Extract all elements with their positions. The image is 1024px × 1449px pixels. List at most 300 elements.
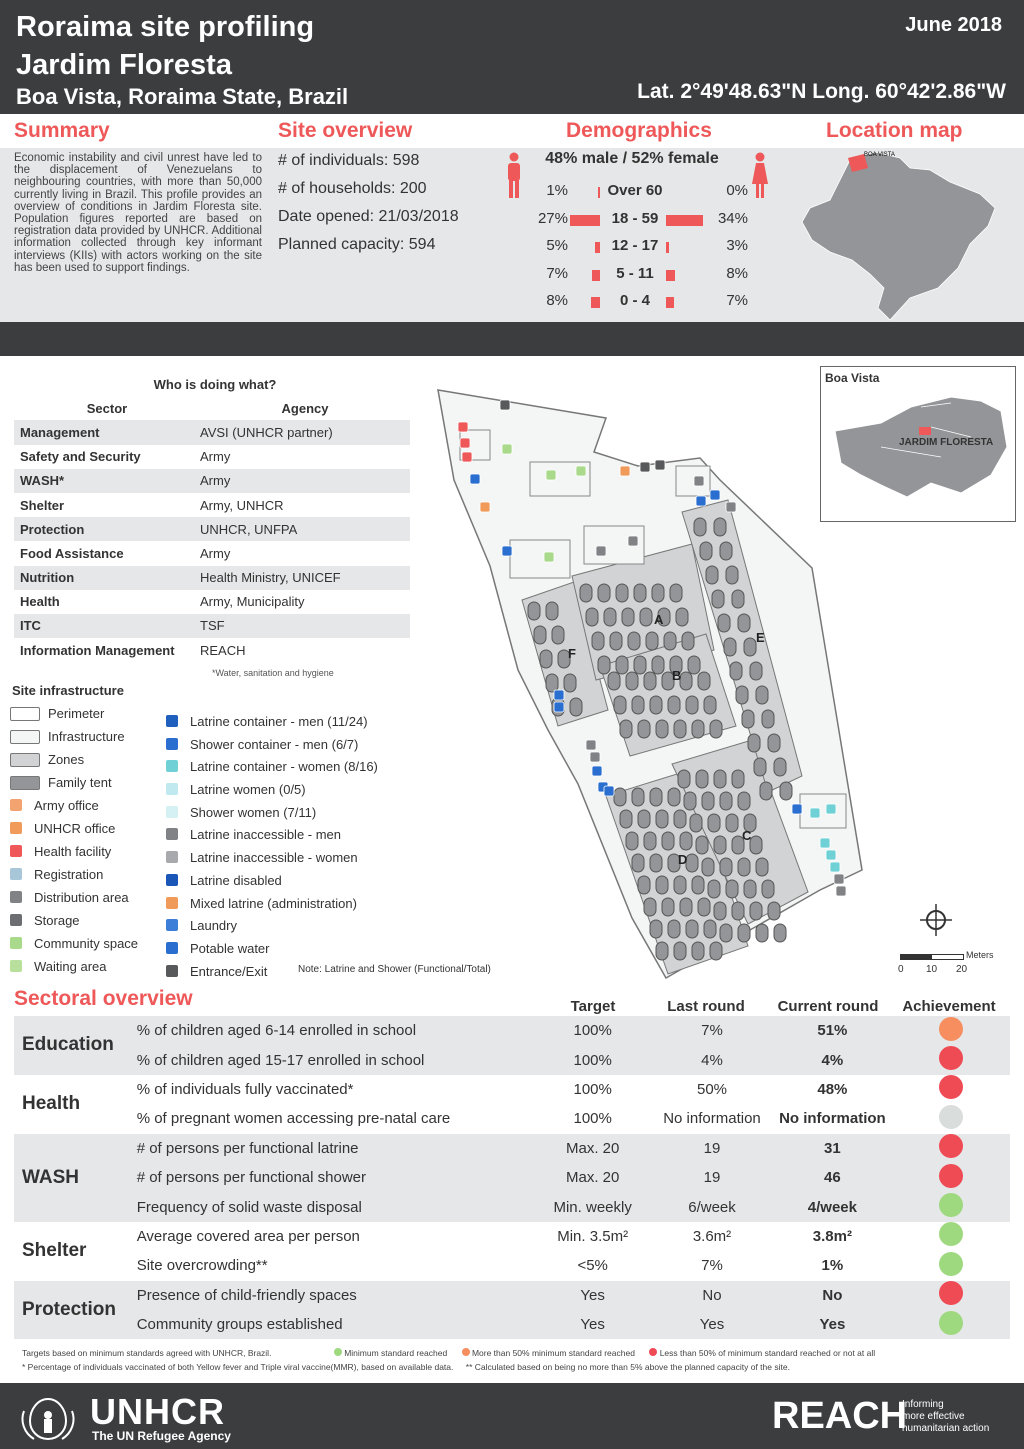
legend-item — [166, 939, 378, 962]
who-agency: Army, UNHCR — [200, 497, 284, 513]
family-tent — [756, 924, 768, 942]
family-tent — [748, 734, 760, 752]
legend-item — [166, 803, 378, 826]
who-sector: Information Management — [20, 642, 175, 658]
family-tent — [668, 696, 680, 714]
legend-swatch — [10, 753, 40, 767]
family-tent — [730, 662, 742, 680]
scale-tick-0: 0 — [898, 964, 904, 975]
legend-left — [10, 704, 138, 980]
who-agency: Health Ministry, UNICEF — [194, 566, 410, 590]
family-tent — [768, 734, 780, 752]
indicator: % of children aged 15-17 enrolled in school — [137, 1045, 534, 1074]
legend-label: Infrastructure — [48, 729, 125, 744]
family-tent — [710, 942, 722, 960]
overview-households: # of households: 200 — [278, 180, 427, 197]
zone-label: C — [742, 828, 752, 843]
legend-swatch — [10, 799, 22, 811]
family-tent — [708, 814, 720, 832]
site-facility — [460, 438, 470, 448]
legend-label: UNHCR office — [34, 821, 116, 836]
age-group: 5 - 11 — [616, 264, 654, 282]
site-facility — [830, 862, 840, 872]
site-facility — [726, 502, 736, 512]
current-round-value: No information — [779, 1110, 886, 1128]
family-tent — [640, 608, 652, 626]
sector-name: Protection — [14, 1281, 137, 1340]
family-tent — [620, 810, 632, 828]
inset-title: Boa Vista — [825, 371, 880, 385]
demographics-row — [520, 208, 760, 230]
site-facility — [640, 462, 650, 472]
family-tent — [626, 672, 638, 690]
who-row — [14, 541, 410, 565]
family-tent — [656, 720, 668, 738]
family-tent — [638, 720, 650, 738]
legend-swatch — [166, 942, 178, 954]
family-tent — [608, 672, 620, 690]
current-round-value: No — [772, 1281, 893, 1310]
age-group: 12 - 17 — [611, 237, 659, 254]
family-tent — [696, 770, 708, 788]
last-round-value: 19 — [652, 1134, 772, 1163]
legend-label: Storage — [34, 913, 80, 928]
family-tent — [710, 720, 722, 738]
female-percent: 8% — [726, 264, 748, 282]
indicator: # of persons per functional shower — [137, 1163, 534, 1192]
site-facility — [820, 838, 830, 848]
family-tent — [668, 920, 680, 938]
legend-label: Registration — [34, 867, 104, 882]
who-agency: REACH — [200, 642, 246, 658]
zone-label: A — [654, 612, 664, 627]
indicator: Frequency of solid waste disposal — [137, 1192, 534, 1221]
legend-label: Shower container - men (6/7) — [190, 736, 359, 752]
achievement-dot — [939, 1311, 963, 1335]
who-table — [14, 372, 410, 662]
family-tent — [652, 584, 664, 602]
family-tent — [754, 758, 766, 776]
legend-note: Note: Latrine and Shower (Functional/Total) — [298, 964, 491, 975]
who-row — [14, 590, 410, 614]
site-facility — [826, 804, 836, 814]
who-agency: UNHCR, UNFPA — [194, 517, 410, 541]
family-tent — [718, 614, 730, 632]
female-bar — [666, 242, 669, 253]
family-tent — [628, 632, 640, 650]
site-facility — [554, 690, 564, 700]
family-tent — [634, 656, 646, 674]
target-value: Yes — [533, 1310, 652, 1339]
family-tent — [546, 674, 558, 692]
family-tent — [720, 542, 732, 560]
family-tent — [674, 810, 686, 828]
family-tent — [610, 632, 622, 650]
family-tent — [738, 792, 750, 810]
family-tent — [750, 902, 762, 920]
inset-site-label: JARDIM FLORESTA — [899, 437, 994, 448]
legend-item — [166, 825, 378, 848]
family-tent — [598, 656, 610, 674]
last-round-value: 3.6m² — [692, 1227, 732, 1245]
who-agency: TSF — [194, 614, 410, 638]
legend-item — [10, 888, 138, 911]
family-tent — [720, 924, 732, 942]
family-tent — [686, 854, 698, 872]
family-tent — [564, 674, 576, 692]
scale-tick-20: 20 — [956, 964, 968, 975]
target-value: <5% — [577, 1257, 608, 1275]
family-tent — [622, 608, 634, 626]
target-value: Max. 20 — [533, 1134, 652, 1163]
site-facility — [546, 470, 556, 480]
female-percent: 3% — [726, 237, 748, 254]
achievement — [893, 1192, 1010, 1221]
family-tent — [570, 698, 582, 716]
family-tent — [546, 602, 558, 620]
family-tent — [738, 858, 750, 876]
who-agency: Army, Municipality — [200, 594, 305, 610]
legend-swatch — [166, 897, 178, 909]
male-percent: 27% — [537, 209, 568, 227]
family-tent — [638, 810, 650, 828]
family-tent — [744, 638, 756, 656]
legend-label: Laundry — [190, 918, 237, 934]
family-tent — [634, 584, 646, 602]
sectoral-heading: Sectoral overview — [14, 987, 193, 1010]
family-tent — [762, 880, 774, 898]
overview-date-opened: Date opened: 21/03/2018 — [278, 208, 459, 225]
who-sector: Health — [20, 594, 60, 610]
legend-item — [166, 757, 378, 780]
site-facility — [480, 502, 490, 512]
legend-item — [166, 916, 378, 939]
overview-individuals: # of individuals: 598 — [278, 152, 420, 169]
achievement-dot — [939, 1105, 963, 1129]
legend-swatch — [166, 828, 178, 840]
who-sector: Food Assistance — [20, 545, 124, 561]
male-percent: 1% — [546, 182, 568, 199]
zone-label: E — [756, 630, 765, 645]
family-tent — [738, 614, 750, 632]
legend-swatch — [166, 715, 178, 727]
target-value: Min. weekly — [533, 1192, 652, 1221]
family-tent — [750, 662, 762, 680]
who-sector: ITC — [14, 614, 194, 638]
legend-label: Entrance/Exit — [190, 963, 268, 979]
target-value: Max. 20 — [533, 1163, 652, 1192]
male-bar — [591, 297, 600, 308]
scale-bar — [900, 954, 964, 960]
scale-tick-10: 10 — [926, 964, 938, 975]
achievement-dot — [939, 1134, 963, 1158]
site-facility — [836, 886, 846, 896]
achievement — [893, 1016, 1010, 1045]
who-sector: Protection — [14, 517, 194, 541]
site-overview — [278, 150, 459, 262]
site-facility — [586, 740, 596, 750]
family-tent — [592, 632, 604, 650]
site-facility — [810, 808, 820, 818]
family-tent — [644, 898, 656, 916]
who-row — [14, 566, 410, 590]
legend-label: Distribution area — [34, 890, 129, 905]
family-tent — [726, 880, 738, 898]
family-tent — [534, 626, 546, 644]
age-group: 0 - 4 — [619, 292, 650, 309]
achievement — [893, 1104, 1010, 1133]
current-round-value: 51% — [772, 1016, 893, 1045]
achievement-dot — [939, 1046, 963, 1070]
family-tent — [692, 876, 704, 894]
achievement-dot — [939, 1252, 963, 1276]
target-value: Min. 3.5m² — [557, 1227, 629, 1245]
family-tent — [616, 584, 628, 602]
family-tent — [676, 608, 688, 626]
family-tent — [656, 942, 668, 960]
site-facility — [592, 766, 602, 776]
family-tent — [698, 898, 710, 916]
page-title — [16, 8, 314, 84]
female-percent: 34% — [717, 209, 748, 227]
legend-swatch — [10, 960, 22, 972]
family-tent — [682, 632, 694, 650]
family-tent — [652, 656, 664, 674]
last-round-value: No — [652, 1281, 772, 1310]
title-line-1: Roraima site profiling — [16, 11, 315, 43]
reach-tagline: Informing more effective humanitarian action — [902, 1399, 990, 1434]
coordinates: Lat. 2°49'48.63"N Long. 60°42'2.86"W — [637, 80, 1006, 103]
family-tent — [604, 608, 616, 626]
overview-capacity: Planned capacity: 594 — [278, 236, 436, 253]
summary-text: Economic instability and civil unrest have led to the displacement of Venezuelans to neighbouring countries, with more than 50,000 currently living in Brazil. This profile provides an overview of conditions in Jardim Floresta site. Population figures reported are based on registration data provided by UNHCR. Additional information collected through key informant interviews (KIIs) with actors working on the site has been used to support findings. — [14, 152, 262, 274]
achievement-dot — [939, 1164, 963, 1188]
zone-label: D — [678, 852, 688, 867]
family-tent — [704, 696, 716, 714]
infrastructure-box — [510, 540, 570, 578]
family-tent — [714, 902, 726, 920]
achievement — [893, 1045, 1010, 1074]
zone-label: B — [672, 668, 682, 683]
legend-swatch — [10, 707, 40, 721]
unhcr-logo-icon — [16, 1391, 80, 1443]
legend-label: Latrine women (0/5) — [190, 782, 306, 798]
indicator: # of persons per functional latrine — [137, 1134, 534, 1163]
achievement — [893, 1222, 1010, 1251]
last-round-value: 4% — [652, 1045, 772, 1074]
family-tent — [702, 792, 714, 810]
who-sector: Nutrition — [14, 566, 194, 590]
family-tent — [732, 770, 744, 788]
legend-item — [10, 819, 138, 842]
legend-item — [166, 735, 378, 758]
legend-item — [10, 750, 138, 773]
legend-item — [10, 934, 138, 957]
family-tent — [696, 836, 708, 854]
site-facility — [826, 850, 836, 860]
family-tent — [686, 696, 698, 714]
family-tent — [614, 788, 626, 806]
family-tent — [698, 672, 710, 690]
legend-swatch — [10, 845, 22, 857]
current-round-value: 48% — [817, 1080, 848, 1098]
female-bar — [666, 270, 675, 281]
infrastructure-box — [800, 794, 846, 828]
legend-label: Latrine disabled — [190, 872, 282, 888]
location-subtitle: Boa Vista, Roraima State, Brazil — [16, 84, 349, 109]
legend-item — [10, 911, 138, 934]
sector-name: WASH — [14, 1134, 137, 1222]
legend-item — [166, 780, 378, 803]
who-row — [14, 517, 410, 541]
family-tent — [680, 898, 692, 916]
family-tent — [632, 788, 644, 806]
unhcr-logo: UNHCR — [90, 1391, 225, 1432]
family-tent — [540, 650, 552, 668]
last-round-value: 19 — [652, 1163, 772, 1192]
location-map-heading: Location map — [826, 119, 963, 142]
family-tent — [598, 584, 610, 602]
north-arrow-icon — [914, 896, 958, 944]
age-group: 18 - 59 — [611, 209, 659, 227]
footnotes: Targets based on minimum standards agreed with UNHCR, Brazil. Minimum standard reached More than 50% minimum standard reached Less than 50% of minimum standard reached or not at all * Percentage of individuals vaccinated of both Yellow fever and Triple viral vaccine(MMR), based on available data. ** Calculated based on being no more than 5% above the planned capacity of the site. — [22, 1348, 876, 1372]
sectoral-row — [14, 1016, 1010, 1045]
family-tent — [732, 590, 744, 608]
family-tent — [704, 920, 716, 938]
female-bar — [666, 215, 703, 226]
family-tent — [650, 920, 662, 938]
achievement-dot — [939, 1017, 963, 1041]
family-tent — [720, 858, 732, 876]
legend-swatch — [10, 822, 22, 834]
who-row — [14, 493, 410, 517]
family-tent — [632, 854, 644, 872]
sectoral-row — [14, 1281, 1010, 1310]
legend-label: Health facility — [34, 844, 112, 859]
achievement — [893, 1134, 1010, 1163]
site-overview-heading: Site overview — [278, 119, 413, 142]
header — [0, 0, 1024, 114]
current-round-value: 46 — [772, 1163, 893, 1192]
male-percent: 7% — [546, 264, 568, 282]
family-tent — [528, 602, 540, 620]
achievement — [893, 1281, 1010, 1310]
male-bar — [595, 242, 601, 253]
indicator: Presence of child-friendly spaces — [137, 1281, 534, 1310]
male-percent: 8% — [546, 292, 568, 309]
site-facility — [500, 400, 510, 410]
family-tent — [656, 810, 668, 828]
family-tent — [738, 924, 750, 942]
title-line-2: Jardim Floresta — [16, 49, 232, 81]
who-row — [14, 614, 410, 638]
family-tent — [656, 876, 668, 894]
legend-item — [166, 712, 378, 735]
last-round-value: 7% — [701, 1257, 723, 1275]
sector-name: Education — [14, 1016, 137, 1075]
family-tent — [712, 590, 724, 608]
family-tent — [692, 720, 704, 738]
family-tent — [680, 672, 692, 690]
current-round-value: 4/week — [772, 1192, 893, 1221]
sectoral-row — [14, 1104, 1010, 1133]
sector-name: Health — [22, 1093, 81, 1115]
target-value: 100% — [533, 1045, 652, 1074]
scale-label: Meters — [966, 950, 994, 960]
male-bar — [598, 187, 600, 198]
legend-label: Latrine container - women (8/16) — [190, 759, 378, 775]
reach-logo: REACH — [772, 1395, 908, 1437]
target-value: 100% — [573, 1080, 612, 1098]
achievement-dot — [939, 1075, 963, 1099]
last-round-value: 6/week — [652, 1192, 772, 1221]
family-tent — [646, 632, 658, 650]
demographics-row — [520, 235, 760, 257]
indicator: Average covered area per person — [136, 1227, 360, 1245]
legend-label: Latrine inaccessible - men — [190, 827, 342, 843]
target-value: 100% — [573, 1110, 612, 1128]
family-tent — [632, 696, 644, 714]
family-tent — [650, 854, 662, 872]
legend-label: Latrine inaccessible - women — [190, 850, 358, 866]
family-tent — [670, 584, 682, 602]
who-row — [14, 420, 410, 444]
family-tent — [714, 836, 726, 854]
site-facility — [694, 476, 704, 486]
legend-swatch — [166, 806, 178, 818]
legend-swatch — [10, 730, 40, 744]
family-tent — [736, 686, 748, 704]
site-facility — [655, 460, 665, 470]
site-facility — [834, 874, 844, 884]
age-group: Over 60 — [607, 182, 663, 199]
female-bar — [666, 297, 674, 308]
indicator: % of pregnant women accessing pre-natal care — [136, 1110, 451, 1128]
family-tent — [552, 626, 564, 644]
family-tent — [626, 832, 638, 850]
family-tent — [688, 656, 700, 674]
family-tent — [708, 880, 720, 898]
family-tent — [756, 858, 768, 876]
who-sector: WASH* — [14, 469, 194, 493]
family-tent — [662, 898, 674, 916]
legend-label: Shower women (7/11) — [190, 804, 317, 820]
who-footnote: *Water, sanitation and hygiene — [212, 668, 334, 678]
family-tent — [762, 710, 774, 728]
who-sector: Shelter — [20, 497, 65, 513]
gender-split: 48% male / 52% female — [545, 150, 719, 167]
legend-item — [10, 865, 138, 888]
legend-item — [10, 727, 138, 750]
indicator: % of children aged 6-14 enrolled in school — [137, 1016, 534, 1045]
legend-swatch — [10, 914, 22, 926]
legend-item — [10, 796, 138, 819]
legend-swatch — [166, 783, 178, 795]
sectoral-row — [14, 1075, 1010, 1104]
family-tent — [760, 782, 772, 800]
sectoral-row — [14, 1192, 1010, 1221]
who-agency: Army — [194, 469, 410, 493]
male-bar — [592, 270, 600, 281]
who-sector: Management — [14, 420, 194, 444]
current-round-value: 31 — [772, 1134, 893, 1163]
family-tent — [664, 632, 676, 650]
achievement — [893, 1075, 1010, 1104]
family-tent — [732, 902, 744, 920]
indicator: Site overcrowding** — [136, 1257, 268, 1275]
zone-label: F — [568, 646, 576, 661]
site-facility — [458, 422, 468, 432]
